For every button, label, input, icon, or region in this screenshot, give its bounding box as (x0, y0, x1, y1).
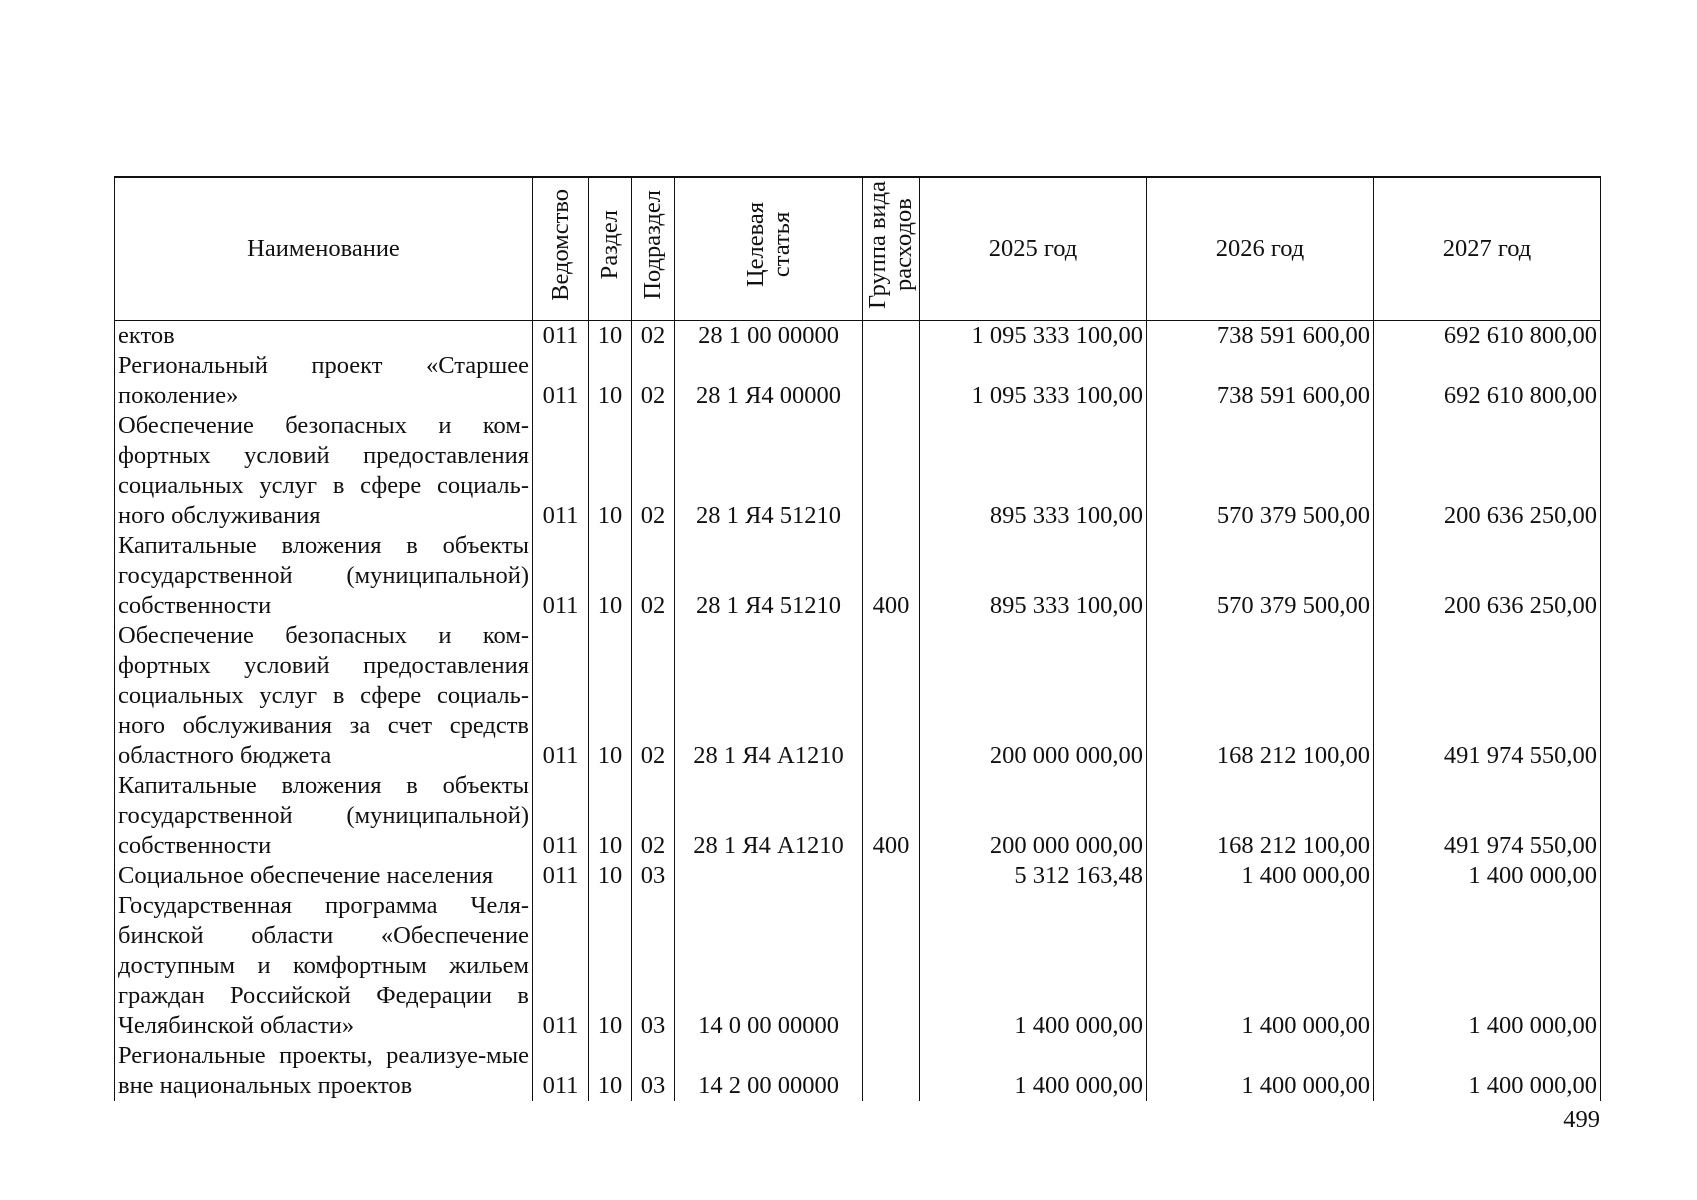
cell-name: Капитальные вложения в объекты государственной (муниципальной) собственности (115, 771, 533, 861)
cell-podrazdel: 02 (632, 621, 675, 771)
cell-2026: 168 212 100,00 (1147, 621, 1374, 771)
cell-name: ектов (115, 321, 533, 352)
budget-table (114, 176, 1601, 1101)
cell-2026: 168 212 100,00 (1147, 771, 1374, 861)
cell-vedomstvo: 011 (533, 321, 589, 352)
cell-razdel: 10 (589, 1041, 632, 1101)
cell-razdel: 10 (589, 351, 632, 411)
cell-2025: 1 400 000,00 (920, 891, 1147, 1041)
cell-vedomstvo: 011 (533, 771, 589, 861)
cell-tselevaya-statya: 28 1 Я4 А1210 (675, 621, 863, 771)
cell-podrazdel: 02 (632, 771, 675, 861)
cell-razdel: 10 (589, 771, 632, 861)
cell-podrazdel: 03 (632, 1041, 675, 1101)
cell-2025: 895 333 100,00 (920, 411, 1147, 531)
cell-vedomstvo: 011 (533, 861, 589, 891)
header-2027: 2027 год (1374, 177, 1601, 321)
cell-tselevaya-statya: 14 0 00 00000 (675, 891, 863, 1041)
cell-2027: 1 400 000,00 (1374, 891, 1601, 1041)
cell-2025: 200 000 000,00 (920, 771, 1147, 861)
cell-razdel: 10 (589, 891, 632, 1041)
cell-name: Государственная программа Челя-бинской области «Обеспечение доступным и комфортным жильем граждан Российской Федерации в Челябинской области» (115, 891, 533, 1041)
cell-podrazdel: 03 (632, 891, 675, 1041)
cell-razdel: 10 (589, 411, 632, 531)
cell-podrazdel: 02 (632, 321, 675, 352)
header-razdel: Раздел (589, 177, 632, 321)
cell-tselevaya-statya (675, 861, 863, 891)
cell-2025: 1 095 333 100,00 (920, 321, 1147, 352)
table-row (115, 891, 1601, 1041)
table-body (115, 321, 1601, 1102)
cell-vedomstvo: 011 (533, 531, 589, 621)
cell-2026: 570 379 500,00 (1147, 411, 1374, 531)
cell-2027: 1 400 000,00 (1374, 1041, 1601, 1101)
cell-gruppa (863, 351, 920, 411)
cell-2026: 1 400 000,00 (1147, 861, 1374, 891)
cell-2026: 738 591 600,00 (1147, 351, 1374, 411)
page-number: 499 (1563, 1106, 1600, 1133)
cell-name: Социальное обеспечение населения (115, 861, 533, 891)
cell-vedomstvo: 011 (533, 891, 589, 1041)
cell-name: Обеспечение безопасных и ком-фортных условий предоставления социальных услуг в сфере социаль-ного обслуживания за счет средств областного бюджета (115, 621, 533, 771)
cell-2027: 491 974 550,00 (1374, 621, 1601, 771)
cell-podrazdel: 02 (632, 411, 675, 531)
cell-name: Капитальные вложения в объекты государственной (муниципальной) собственности (115, 531, 533, 621)
cell-vedomstvo: 011 (533, 351, 589, 411)
cell-2026: 1 400 000,00 (1147, 891, 1374, 1041)
table-row (115, 1041, 1601, 1101)
cell-2025: 200 000 000,00 (920, 621, 1147, 771)
cell-2027: 200 636 250,00 (1374, 531, 1601, 621)
cell-tselevaya-statya: 28 1 00 00000 (675, 321, 863, 352)
cell-2027: 491 974 550,00 (1374, 771, 1601, 861)
cell-vedomstvo: 011 (533, 411, 589, 531)
cell-tselevaya-statya: 28 1 Я4 51210 (675, 531, 863, 621)
cell-2025: 1 400 000,00 (920, 1041, 1147, 1101)
cell-2027: 692 610 800,00 (1374, 351, 1601, 411)
cell-razdel: 10 (589, 321, 632, 352)
cell-tselevaya-statya: 28 1 Я4 А1210 (675, 771, 863, 861)
cell-podrazdel: 03 (632, 861, 675, 891)
cell-razdel: 10 (589, 621, 632, 771)
header-vedomstvo: Ведомство (533, 177, 589, 321)
header-2026: 2026 год (1147, 177, 1374, 321)
cell-gruppa (863, 861, 920, 891)
table-row (115, 321, 1601, 352)
cell-2026: 1 400 000,00 (1147, 1041, 1374, 1101)
cell-gruppa: 400 (863, 771, 920, 861)
table-row (115, 411, 1601, 531)
cell-podrazdel: 02 (632, 531, 675, 621)
cell-2027: 692 610 800,00 (1374, 321, 1601, 352)
cell-tselevaya-statya: 28 1 Я4 00000 (675, 351, 863, 411)
cell-vedomstvo: 011 (533, 1041, 589, 1101)
table-row (115, 351, 1601, 411)
cell-gruppa (863, 411, 920, 531)
cell-2026: 738 591 600,00 (1147, 321, 1374, 352)
cell-2025: 1 095 333 100,00 (920, 351, 1147, 411)
cell-tselevaya-statya: 28 1 Я4 51210 (675, 411, 863, 531)
cell-2027: 1 400 000,00 (1374, 861, 1601, 891)
cell-2026: 570 379 500,00 (1147, 531, 1374, 621)
cell-razdel: 10 (589, 531, 632, 621)
header-gruppa-vida-raskhodov: Группа вида расходов (863, 177, 920, 321)
cell-name: Обеспечение безопасных и ком-фортных условий предоставления социальных услуг в сфере социаль-ного обслуживания (115, 411, 533, 531)
cell-2025: 895 333 100,00 (920, 531, 1147, 621)
header-2025: 2025 год (920, 177, 1147, 321)
table-row (115, 531, 1601, 621)
cell-gruppa (863, 891, 920, 1041)
header-podrazdel: Подраздел (632, 177, 675, 321)
cell-razdel: 10 (589, 861, 632, 891)
table-row (115, 771, 1601, 861)
cell-tselevaya-statya: 14 2 00 00000 (675, 1041, 863, 1101)
table-row (115, 861, 1601, 891)
cell-2027: 200 636 250,00 (1374, 411, 1601, 531)
cell-gruppa (863, 321, 920, 352)
cell-name: Региональный проект «Старшее поколение» (115, 351, 533, 411)
cell-vedomstvo: 011 (533, 621, 589, 771)
header-name: Наименование (115, 177, 533, 321)
table-row (115, 621, 1601, 771)
cell-name: Региональные проекты, реализуе-мые вне национальных проектов (115, 1041, 533, 1101)
table-header-row (115, 177, 1601, 321)
cell-podrazdel: 02 (632, 351, 675, 411)
cell-gruppa (863, 1041, 920, 1101)
cell-gruppa: 400 (863, 531, 920, 621)
cell-gruppa (863, 621, 920, 771)
cell-2025: 5 312 163,48 (920, 861, 1147, 891)
header-tselevaya-statya: Целевая статья (675, 177, 863, 321)
